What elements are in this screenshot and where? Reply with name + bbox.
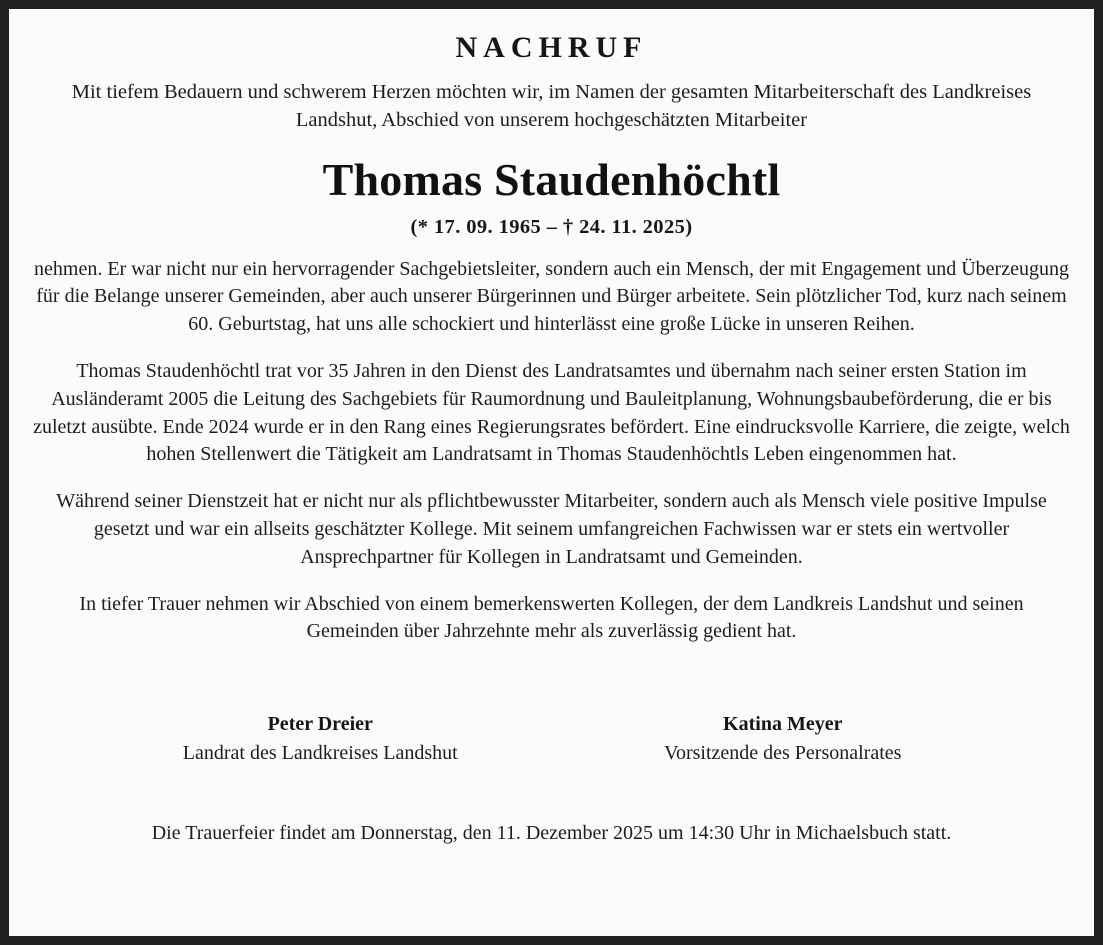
ceremony-details: Die Trauerfeier findet am Donnerstag, den 11. Dezember 2025 um 14:30 Uhr in Michaelsbuch statt. [151, 822, 952, 845]
life-dates: (* 17. 09. 1965 – † 24. 11. 2025) [410, 216, 693, 239]
signature-block [89, 711, 1014, 766]
obituary-paragraph: In tiefer Trauer nehmen wir Abschied von einem bemerkenswerten Kollegen, der dem Landkreis Landshut und seinen Gemeinden über Jahrzehnte mehr als zuverlässig gedient hat. [79, 592, 1024, 643]
signatory-left [89, 711, 552, 766]
intro-text: Mit tiefem Bedauern und schwerem Herzen möchten wir, im Namen der gesamten Mitarbeiterschaft des Landkreises Landshut, Abschied von unserem hochgeschätzten Mitarbeiter [71, 81, 1032, 132]
signatory-right [552, 711, 1015, 766]
deceased-name: Thomas Staudenhöchtl [322, 154, 781, 206]
signatory-role: Landrat des Landkreises Landshut [182, 742, 458, 765]
obituary-paragraph: Während seiner Dienstzeit hat er nicht nur als pflichtbewusster Mitarbeiter, sondern auch als Mensch viele positive Impulse gesetzt und war ein allseits geschätzter Kollege. Mit seinem umfangreichen Fachwissen war er stets ein wertvoller Ansprechpartner für Kollegen in Landratsamt und Gemeinden. [56, 490, 1047, 568]
obituary-paragraph: Thomas Staudenhöchtl trat vor 35 Jahren in den Dienst des Landratsamtes und übernahm nach seiner ersten Station im Ausländeramt 2005 die Leitung des Sachgebiets für Raumordnung und Bauleitplanung, Wohnungsbaubeförderung, die er bis zuletzt ausübte. Ende 2024 wurde er in den Rang eines Regierungsrates befördert. Eine eindrucksvolle Karriere, die zeigte, welch hohen Stellenwert die Tätigkeit am Landratsamt in Thomas Staudenhöchtls Leben eingenommen hat. [33, 360, 1070, 466]
signatory-name: Katina Meyer [723, 713, 843, 736]
signatory-name: Peter Dreier [267, 713, 373, 736]
obituary-paragraph: nehmen. Er war nicht nur ein hervorragender Sachgebietsleiter, sondern auch ein Mensch, der mit Engagement und Überzeugung für die Belange unserer Gemeinden, aber auch unserer Bürgerinnen und Bürger arbeitete. Sein plötzlicher Tod, kurz nach seinem 60. Geburtstag, hat uns alle schockiert und hinterlässt eine große Lücke in unseren Reihen. [34, 257, 1069, 336]
page-title: NACHRUF [455, 31, 648, 64]
signatory-role: Vorsitzende des Personalrates [664, 742, 902, 765]
